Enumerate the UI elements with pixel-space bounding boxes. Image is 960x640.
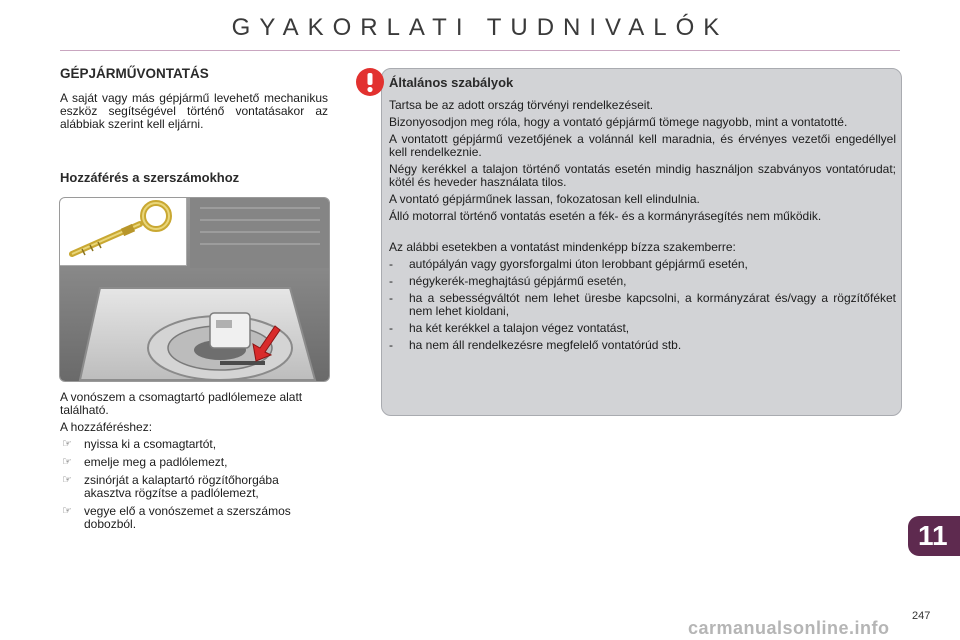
list-item: ☞ nyissa ki a csomagtartót, bbox=[62, 437, 217, 451]
access-label: A hozzáféréshez: bbox=[60, 420, 153, 434]
tools-access-text bbox=[60, 391, 328, 536]
panel-title: Általános szabályok bbox=[389, 75, 514, 90]
list-item: - ha a sebességváltót nem lehet üresbe kapcsolni, a kormányzárat és/vagy a rögzítőféket nem lehet kioldani, bbox=[389, 291, 896, 318]
chapter-tab: 11 bbox=[908, 516, 960, 556]
list-item: - négykerék-meghajtású gépjármű esetén, bbox=[389, 274, 627, 288]
specialist-intro: Az alábbi esetekben a vontatást mindenképp bízza szakemberre: bbox=[389, 240, 736, 254]
pointing-finger-icon: ☞ bbox=[62, 456, 72, 468]
pointing-finger-icon: ☞ bbox=[62, 505, 72, 517]
rule-paragraph: A vontató gépjárműnek lassan, fokozatosan kell elindulnia. bbox=[389, 192, 700, 206]
rule-paragraph: A vontatott gépjármű vezetőjének a volánnál kell maradnia, és érvényes vezetői engedéllyel kell rendelkeznie. bbox=[389, 132, 896, 159]
tow-eye-location: A vonószem a csomagtartó padlólemeze alatt található. bbox=[60, 390, 303, 417]
header-divider bbox=[60, 50, 900, 51]
list-item: ☞ vegye elő a vonószemet a szerszámos dobozból. bbox=[62, 504, 291, 531]
list-item: - autópályán vagy gyorsforgalmi úton lerobbant gépjármű esetén, bbox=[389, 257, 748, 271]
pointing-finger-icon: ☞ bbox=[62, 438, 72, 450]
page-number: 247 bbox=[912, 610, 931, 622]
rule-paragraph: Bizonyosodjon meg róla, hogy a vontató gépjármű tömege nagyobb, mint a vontatotté. bbox=[389, 115, 848, 129]
intro-paragraph: A saját vagy más gépjármű levehető mechanikus eszköz segítségével történő vontatásakor az alábbiak szerint kell eljárni. bbox=[60, 91, 328, 131]
rule-paragraph: Tartsa be az adott ország törvényi rendelkezéseit. bbox=[389, 98, 654, 112]
watermark: carmanualsonline.info bbox=[688, 618, 890, 638]
list-item: ☞ emelje meg a padlólemezt, bbox=[62, 455, 228, 469]
rule-paragraph: Négy kerékkel a talajon történő vontatás esetén mindig használjon szabványos vontatórudat; kötél és heveder használata tilos. bbox=[389, 162, 896, 189]
trunk-photo bbox=[59, 197, 330, 382]
tools-access-heading: Hozzáférés a szerszámokhoz bbox=[60, 170, 240, 185]
section-title: GÉPJÁRMŰVONTATÁS bbox=[60, 66, 209, 81]
panel-body bbox=[389, 99, 896, 356]
access-steps-list bbox=[60, 438, 328, 531]
page-header-title: GYAKORLATI TUDNIVALÓK bbox=[231, 14, 729, 41]
specialist-cases-list bbox=[389, 258, 896, 352]
exclamation-alert-icon bbox=[355, 67, 385, 97]
list-item: ☞ zsinórját a kalaptartó rögzítőhorgába akasztva rögzítse a padlólemezt, bbox=[62, 473, 279, 500]
tow-eye-inset bbox=[60, 198, 187, 266]
pointing-finger-icon: ☞ bbox=[62, 474, 72, 486]
tow-eye-illustration bbox=[60, 198, 186, 265]
rule-paragraph: Álló motorral történő vontatás esetén a fék- és a kormányrásegítés nem működik. bbox=[389, 209, 822, 223]
list-item: - ha két kerékkel a talajon végez vontatást, bbox=[389, 321, 630, 335]
list-item: - ha nem áll rendelkezésre megfelelő vontatórúd stb. bbox=[389, 338, 682, 352]
